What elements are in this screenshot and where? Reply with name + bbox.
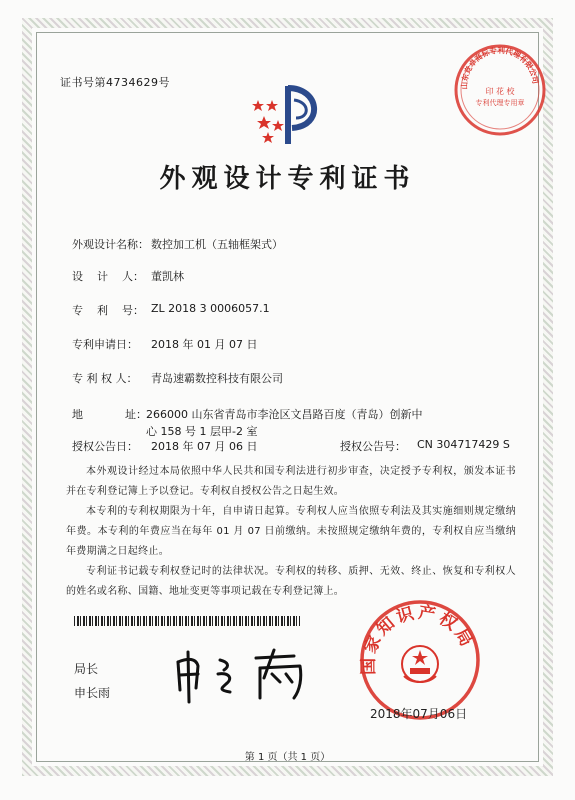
cnipa-logo-icon	[250, 78, 330, 150]
seal-date: 2018年07月06日	[370, 707, 468, 721]
address-line-2: 心 158 号 1 层甲-2 室	[146, 425, 258, 438]
barcode	[74, 616, 300, 626]
designer-value: 董凯林	[151, 270, 184, 283]
address-line-1: 266000 山东省青岛市李沧区文昌路百度（青岛）创新中	[146, 408, 423, 421]
grant-no-value: CN 304717429 S	[417, 438, 510, 451]
patent-no-label: 专 利 号：	[72, 304, 144, 317]
svg-text:专利代理专用章: 专利代理专用章	[475, 99, 525, 107]
grant-no-label: 授权公告号：	[340, 440, 406, 453]
patentee-value: 青岛速霸数控科技有限公司	[151, 372, 283, 385]
paragraph-3: 专利证书记载专利权登记时的法律状况。专利权的转移、质押、无效、终止、恢复和专利权人的姓名或名称、国籍、地址变更等事项记载在专利登记簿上。	[66, 566, 516, 597]
paragraph-2: 本专利的专利权期限为十年，自申请日起算。专利权人应当依照专利法及其实施细则规定缴纳年费。本专利的年费应当在每年 01 月 07 日前缴纳。未按照规定缴纳年费的，专利权自应当缴纳年费期满之日起终止。	[66, 506, 516, 557]
certificate-title: 外观设计专利证书	[159, 164, 416, 194]
svg-text:山东竞卓商标专利代理有限公司: 山东竞卓商标专利代理有限公司	[459, 45, 541, 90]
field-patent-no	[72, 302, 270, 318]
signature-name: 申长雨	[74, 686, 111, 700]
designer-label: 设 计 人：	[72, 270, 144, 283]
filing-date-value: 2018 年 01 月 07 日	[151, 338, 258, 351]
patent-no-value: ZL 2018 3 0006057.1	[151, 302, 270, 315]
field-design-name	[72, 236, 283, 252]
field-filing-date	[72, 336, 258, 352]
filing-date-label: 专利申请日：	[72, 338, 138, 351]
grant-date-value: 2018 年 07 月 06 日	[151, 440, 258, 453]
svg-text:印 花 校: 印 花 校	[485, 87, 515, 96]
page-indicator: 第 1 页（共 1 页）	[244, 752, 331, 763]
design-name-value: 数控加工机（五轴框架式）	[151, 238, 283, 251]
address-value	[146, 406, 476, 440]
design-name-label: 外观设计名称：	[72, 238, 149, 251]
patentee-label: 专 利 权 人：	[72, 372, 138, 385]
address-label: 地 址：	[72, 408, 147, 421]
field-patentee	[72, 370, 283, 386]
handwritten-signature	[168, 644, 318, 706]
grant-date-label: 授权公告日：	[72, 440, 138, 453]
paragraph-1: 本外观设计经过本局依照中华人民共和国专利法进行初步审查，决定授予专利权，颁发本证书并在专利登记簿上予以登记。专利权自授权公告之日起生效。	[66, 466, 516, 497]
field-designer	[72, 268, 184, 284]
field-grant	[72, 438, 512, 454]
signature-title: 局长	[74, 662, 99, 676]
agent-seal-stamp	[452, 42, 548, 138]
svg-text:国家知识产权局: 国家知识产权局	[358, 602, 478, 675]
field-address	[72, 406, 147, 422]
certificate-number: 证书号第4734629号	[60, 76, 170, 89]
